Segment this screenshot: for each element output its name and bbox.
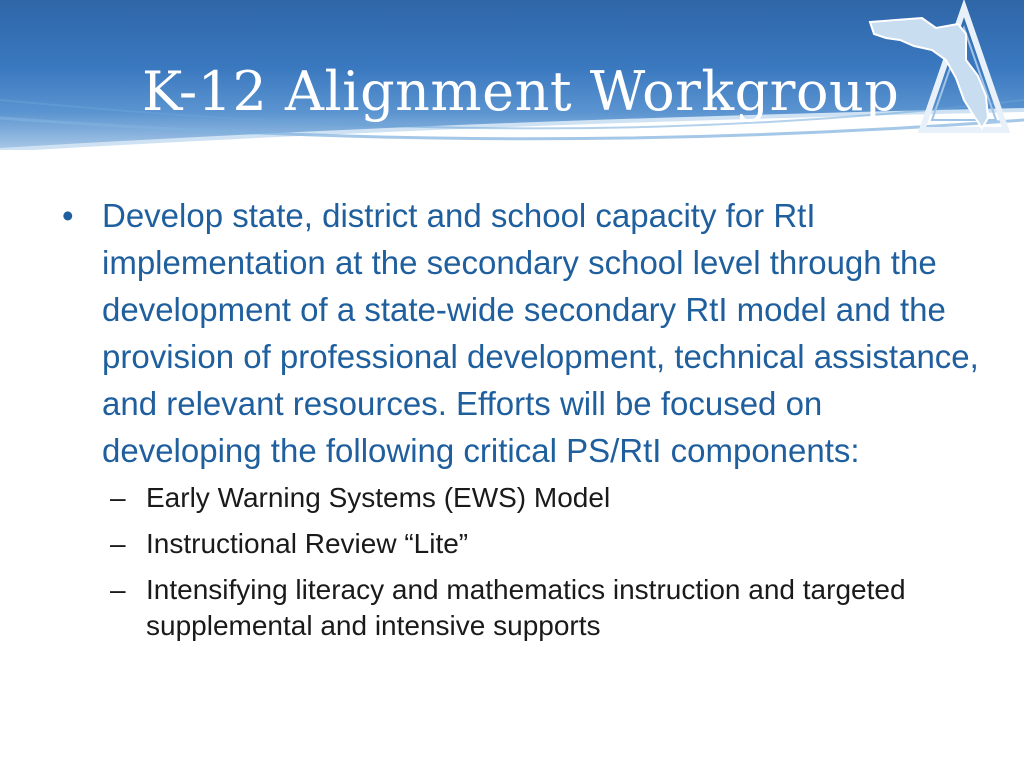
- sub-bullet-marker: –: [110, 482, 126, 513]
- bullet-item: [62, 192, 982, 474]
- bullet-marker: •: [62, 197, 74, 234]
- sub-bullet-text: Intensifying literacy and mathematics instruction and targeted supplemental and intensive supports: [146, 574, 906, 641]
- sub-bullet-list: [110, 480, 982, 644]
- florida-state-triangle-icon: [862, 0, 1024, 140]
- header-banner: [0, 0, 1024, 150]
- sub-bullet-marker: –: [110, 574, 126, 605]
- sub-bullet-item: [110, 526, 982, 562]
- sub-bullet-item: [110, 572, 982, 644]
- sub-bullet-text: Instructional Review “Lite”: [146, 528, 469, 559]
- slide-content: [62, 192, 982, 654]
- sub-bullet-text: Early Warning Systems (EWS) Model: [146, 482, 611, 513]
- sub-bullet-item: [110, 480, 982, 516]
- sub-bullet-marker: –: [110, 528, 126, 559]
- slide-title: K-12 Alignment Workgroup: [142, 60, 900, 123]
- bullet-text: Develop state, district and school capacity for RtI implementation at the secondary school level through the development of a state-wide secondary RtI model and the provision of professional development, technical assistance, and relevant resources. Efforts will be focused on developing the following critical PS/RtI components:: [102, 197, 979, 469]
